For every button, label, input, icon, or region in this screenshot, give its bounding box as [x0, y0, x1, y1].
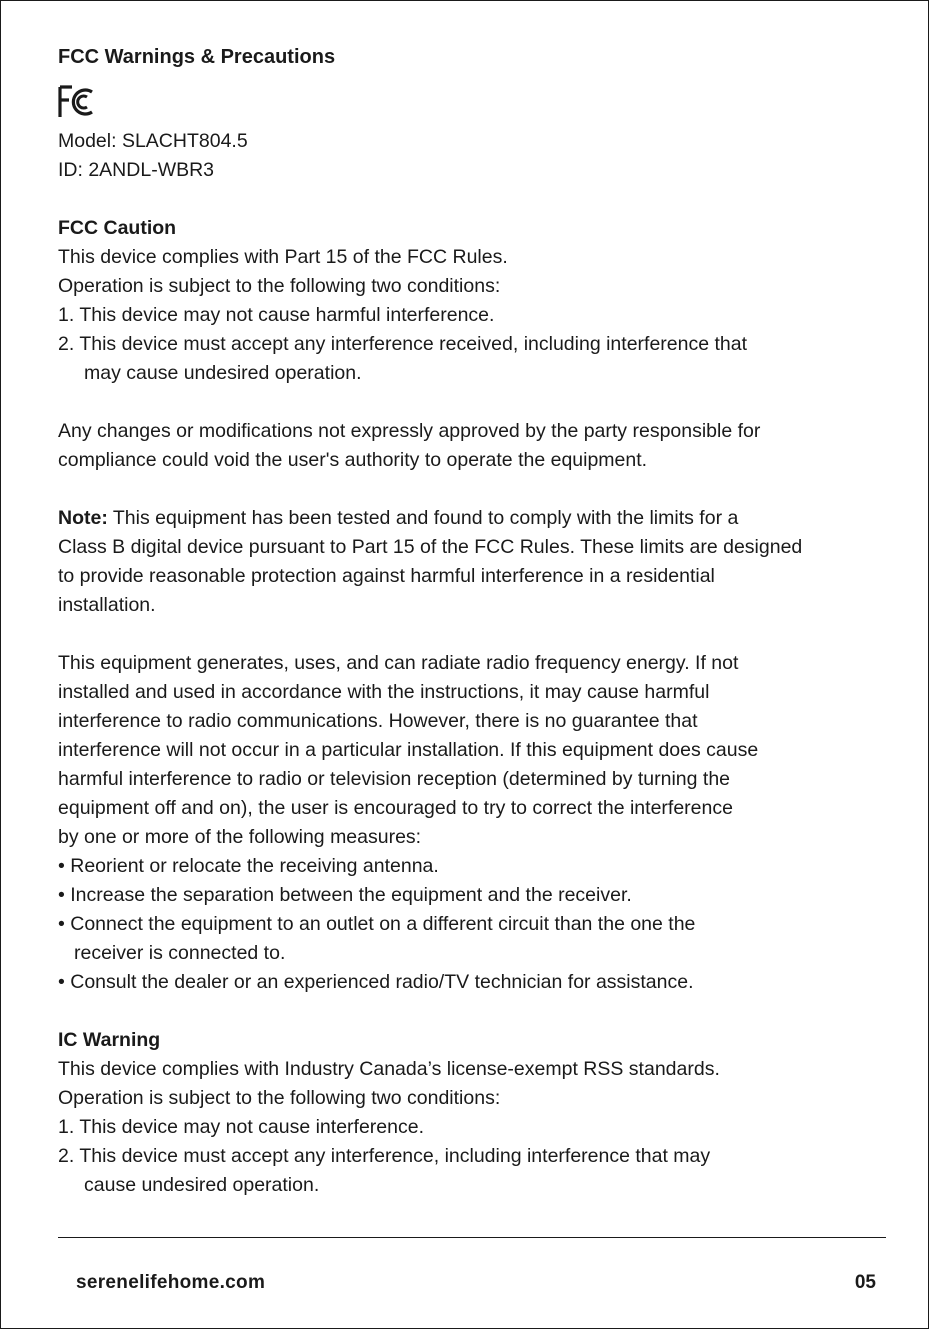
- radio-line: interference will not occur in a particular installation. If this equipment does cause: [58, 739, 759, 761]
- note-first-text: This equipment has been tested and found to comply with the limits for a: [107, 507, 739, 529]
- ic-warning-line: Operation is subject to the following two conditions:: [58, 1087, 501, 1109]
- fcc-caution-line: Operation is subject to the following two conditions:: [58, 275, 501, 297]
- note-first-line: [58, 504, 888, 533]
- fcc-caution-line: 2. This device must accept any interference received, including interference that: [58, 333, 748, 355]
- note-line: Class B digital device pursuant to Part 15 of the FCC Rules. These limits are designed: [58, 536, 803, 558]
- ic-warning-line: This device complies with Industry Canada’s license-exempt RSS standards.: [58, 1058, 720, 1080]
- page-number: 05: [854, 1272, 876, 1293]
- fcc-id: ID: 2ANDL-WBR3: [58, 159, 215, 181]
- radio-line: installed and used in accordance with the instructions, it may cause harmful: [58, 681, 710, 703]
- fcc-caution-heading: FCC Caution: [58, 217, 177, 239]
- measure-bullet: receiver is connected to.: [74, 942, 286, 964]
- radio-line: equipment off and on), the user is encouraged to try to correct the interference: [58, 797, 733, 819]
- radio-line: interference to radio communications. However, there is no guarantee that: [58, 710, 698, 732]
- ic-warning-line: cause undesired operation.: [84, 1174, 320, 1196]
- footer-website: serenelifehome.com: [76, 1272, 266, 1293]
- changes-line: compliance could void the user's authority to operate the equipment.: [58, 449, 648, 471]
- measure-bullet: • Consult the dealer or an experienced radio/TV technician for assistance.: [58, 971, 694, 993]
- radio-line: by one or more of the following measures:: [58, 826, 422, 848]
- changes-line: Any changes or modiﬁcations not expressly approved by the party responsible for: [58, 420, 761, 442]
- measure-bullet: • Reorient or relocate the receiving antenna.: [58, 855, 439, 877]
- page-title: FCC Warnings & Precautions: [58, 46, 336, 68]
- radio-line: harmful interference to radio or television reception (determined by turning the: [58, 768, 731, 790]
- page-content: [58, 39, 888, 1200]
- footer-divider: [58, 1237, 886, 1238]
- fcc-caution-line: This device complies with Part 15 of the FCC Rules.: [58, 246, 508, 268]
- ic-warning-heading: IC Warning: [58, 1029, 161, 1051]
- radio-line: This equipment generates, uses, and can radiate radio frequency energy. If not: [58, 652, 739, 674]
- ic-warning-line: 2. This device must accept any interference, including interference that may: [58, 1145, 711, 1167]
- measure-bullet: • Connect the equipment to an outlet on a different circuit than the one the: [58, 913, 696, 935]
- note-line: to provide reasonable protection against harmful interference in a residential: [58, 565, 715, 587]
- note-line: installation.: [58, 594, 156, 616]
- ic-warning-line: 1. This device may not cause interference.: [58, 1116, 424, 1138]
- fcc-caution-line: may cause undesired operation.: [84, 362, 362, 384]
- fcc-logo-icon: [58, 85, 100, 119]
- fcc-caution-line: 1. This device may not cause harmful interference.: [58, 304, 495, 326]
- note-label: Note:: [58, 507, 108, 529]
- model-number: Model: SLACHT804.5: [58, 130, 248, 152]
- measure-bullet: • Increase the separation between the equipment and the receiver.: [58, 884, 632, 906]
